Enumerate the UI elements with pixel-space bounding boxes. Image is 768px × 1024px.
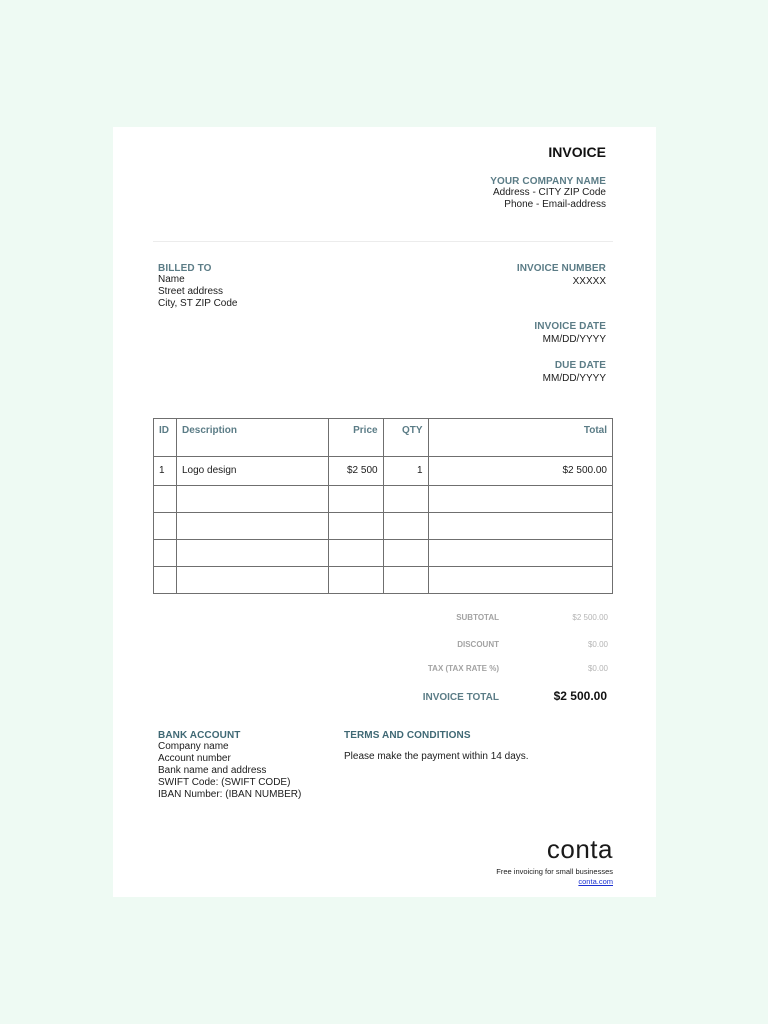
company-block — [490, 176, 606, 211]
table-header-row — [154, 419, 613, 457]
table-row-empty — [154, 567, 613, 594]
cell-id: 1 — [154, 457, 177, 486]
table-row-empty — [154, 486, 613, 513]
invoice-total-label: INVOICE TOTAL — [422, 692, 499, 703]
col-header-total: Total — [428, 419, 612, 457]
invoice-number-block — [517, 263, 606, 288]
bank-account-number: Account number — [158, 753, 231, 764]
invoice-total-value: $2 500.00 — [553, 689, 607, 703]
col-header-description: Description — [176, 419, 328, 457]
terms-label: TERMS AND CONDITIONS — [344, 730, 471, 741]
conta-logo: conta — [546, 834, 613, 864]
company-contact: Phone - Email-address — [504, 199, 606, 210]
col-header-price: Price — [328, 419, 383, 457]
due-date-block — [543, 360, 606, 385]
due-date-value: MM/DD/YYYY — [542, 373, 606, 384]
bank-iban: IBAN Number: (IBAN NUMBER) — [158, 789, 302, 800]
cell-qty: 1 — [383, 457, 428, 486]
invoice-title: INVOICE — [548, 144, 606, 160]
invoice-date-label: INVOICE DATE — [534, 321, 606, 332]
terms-block — [344, 730, 529, 763]
conta-link[interactable]: conta.com — [578, 877, 613, 886]
tax-label: TAX (TAX RATE %) — [427, 664, 499, 673]
invoice-date-block — [534, 321, 606, 346]
line-items-table — [153, 418, 613, 594]
billed-to-label: BILLED TO — [158, 263, 212, 274]
bank-company-name: Company name — [158, 741, 229, 752]
discount-value: $0.00 — [587, 640, 608, 649]
billed-to-block — [158, 263, 237, 310]
invoice-date-value: MM/DD/YYYY — [542, 334, 606, 345]
billed-to-city: City, ST ZIP Code — [158, 298, 238, 309]
subtotal-label: SUBTOTAL — [456, 613, 499, 622]
bank-account-label: BANK ACCOUNT — [158, 730, 241, 741]
col-header-id: ID — [154, 419, 177, 457]
due-date-label: DUE DATE — [554, 360, 606, 371]
discount-label: DISCOUNT — [457, 640, 499, 649]
bank-account-block — [158, 730, 301, 801]
company-address: Address - CITY ZIP Code — [492, 187, 606, 198]
table-row-empty — [154, 540, 613, 567]
cell-price: $2 500 — [328, 457, 383, 486]
header-divider — [153, 241, 613, 242]
billed-to-name: Name — [158, 274, 185, 285]
footer-tagline: Free invoicing for small businesses — [496, 867, 613, 876]
table-row-empty — [154, 513, 613, 540]
bank-swift-code: SWIFT Code: (SWIFT CODE) — [158, 777, 291, 788]
invoice-number-label: INVOICE NUMBER — [516, 263, 606, 274]
subtotal-value: $2 500.00 — [572, 613, 608, 622]
col-header-qty: QTY — [383, 419, 428, 457]
table-row — [154, 457, 613, 486]
bank-name-address: Bank name and address — [158, 765, 267, 776]
invoice-page — [113, 127, 656, 897]
terms-text: Please make the payment within 14 days. — [344, 751, 529, 762]
cell-total: $2 500.00 — [428, 457, 612, 486]
footer-block — [496, 834, 613, 886]
invoice-number-value: XXXXX — [572, 276, 606, 287]
company-name: YOUR COMPANY NAME — [490, 176, 606, 187]
tax-value: $0.00 — [587, 664, 608, 673]
billed-to-street: Street address — [158, 286, 224, 297]
cell-description: Logo design — [176, 457, 328, 486]
